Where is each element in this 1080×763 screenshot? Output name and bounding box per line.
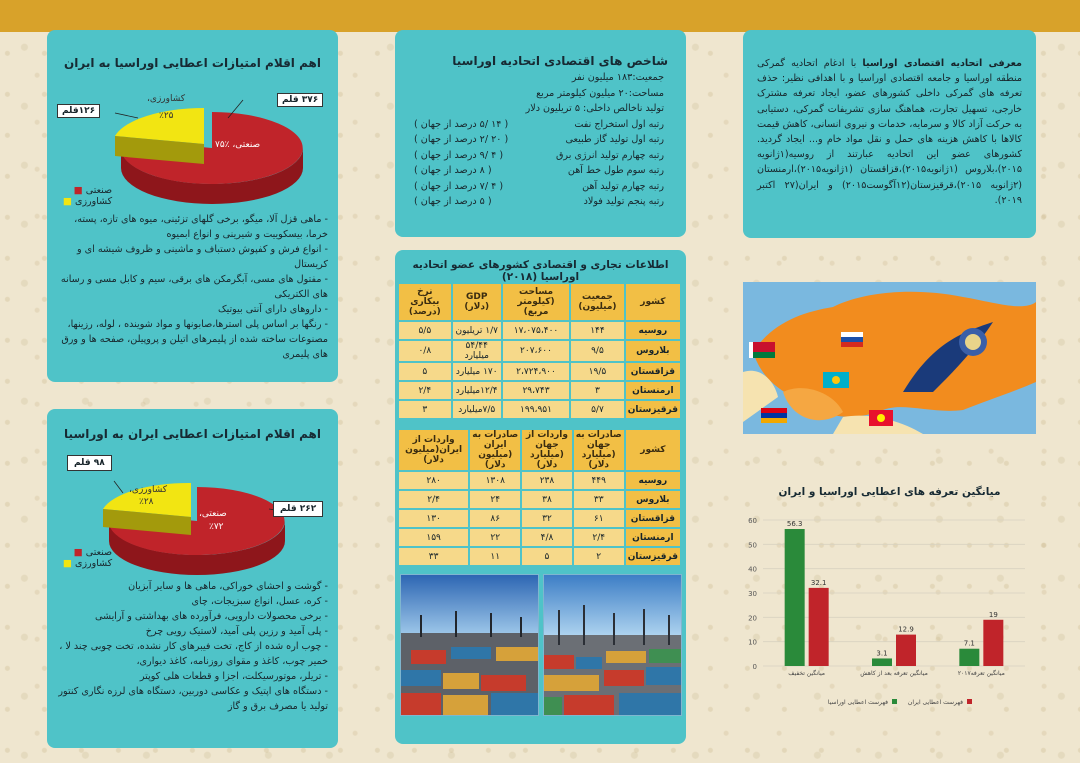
panel-title: شاخص های اقتصادی اتحادیه اوراسیا [452,54,668,68]
callout-agri-count: ۱۲۶قلم [57,104,100,118]
table-cell: ۳۳ [399,548,468,565]
panel-title: اهم اقلام امتیازات اعطایی اوراسیا به ایران [64,56,321,70]
rank-label: رتبه اول استخراج نفت [574,118,664,130]
rank-value: ( ۱۴ /۵ درصد از جهان ) [414,118,509,130]
y-tick-label: 50 [748,541,757,550]
rank-value: ( ۴ /۹ درصد از جهان ) [414,149,504,161]
table-header: نرخ بیکاری (درصد) [399,284,451,320]
table-cell: ۳۳ [574,491,624,508]
rank-label: رتبه چهارم تولید آهن [582,180,664,192]
list-item: - چوب اره شده از کاج، تخت فیبرهای کار نشده، تخت چوبی چند لا ، خمیر چوب، کاغذ و مقوای روزنامه، کاغذ دیواری، [59,641,328,667]
data-label: 56.3 [786,520,803,529]
country-cell: قزاقستان [626,363,680,380]
country-cell: قرقیزستان [626,548,680,565]
intro-text [743,30,1036,208]
panel-title: اطلاعات تجاری و اقتصادی کشورهای عضو اتحادیه اوراسیا (۲۰۱۸) [412,259,669,283]
legend-dot-icon: ■ [73,185,83,196]
indicator-line: جمعیت:۱۸۳ میلیون نفر [571,72,664,83]
table-row [399,382,680,399]
table-cell: ۲ [574,548,624,565]
legend-dot-icon: ■ [73,547,83,558]
table-header: صادرات به ایران (میلیون دلار) [470,430,520,470]
table-row [399,510,680,527]
table-row [399,491,680,508]
table-header: GDP (دلار) [453,284,501,320]
legend-label: فهرست اعطایی ایران [907,699,963,706]
rank-label: رتبه سوم طول خط آهن [567,165,664,176]
table-cell: ۱۲/۴میلیارد [453,382,501,399]
table-cell: ۱۵۹ [399,529,468,546]
table-header: مساحت (کیلومتر مربع) [503,284,569,320]
table-cell: ۵/۵ [399,322,451,339]
flag-kazakhstan-icon [823,372,849,388]
rank-label: رتبه پنجم تولید فولاد [583,196,664,207]
table-cell: ۲۳۸ [522,472,571,489]
port-photo-image [544,575,681,715]
legend-dot-icon: ■ [63,558,72,569]
table-cell: ۵/۷ [571,401,624,418]
legend-industrial: صنعتی [85,185,113,196]
table-row [399,341,680,361]
flag-kyrgyzstan-icon [869,410,893,426]
country-cell: ارمنستان [626,382,680,399]
data-label: 12.9 [898,625,914,634]
y-tick-label: 30 [748,590,757,598]
slice-pct-agri: ٪۲۸ [139,497,154,507]
legend-industrial: صنعتی [85,547,113,558]
callout-industrial-count: ۳۷۶ قلم [277,93,323,107]
bar [785,529,805,666]
economic-indicators-panel [395,30,686,237]
data-label: 7.1 [963,639,975,648]
item-list [56,579,328,714]
rank-value: ( ۲۰ /۲ درصد از جهان ) [414,134,509,145]
table-row [399,363,680,380]
item-list [58,212,328,362]
data-label: 32.1 [810,578,827,587]
list-item: - گوشت و احشای خوراکی، ماهی ها و سایر آبزیان [128,581,328,592]
table-cell: ۲/۴ [399,491,468,508]
table-cell: ۱۹۹،۹۵۱ [503,401,569,418]
table-cell: ۹/۵ [571,341,624,361]
bar-chart-svg [743,480,1036,720]
list-item: - ماهی قزل آلا، میگو، برخی گلهای تزئینی، میوه های تازه، پسته، خرما، بیسکوییت و شیرینی و انواع ابمیوه [74,214,328,240]
trade-table [397,428,682,567]
table-cell: ۱۳۰۸ [470,472,520,489]
table-cell: ۲،۷۲۴،۹۰۰ [503,363,569,380]
table-cell: ۶۱ [574,510,624,527]
table-header: واردات از ایران(میلیون دلار) [399,430,468,470]
bar [983,620,1003,666]
data-label: 19 [988,610,998,619]
list-item: - دستگاه های اپتیک و عکاسی دوربین، دستگاه های لرزه نگاری کنتور تولید یا مصرف برق و گاز [58,686,328,712]
table-cell: ۵۴/۴۴ میلیارد [453,341,501,361]
union-intro-panel [743,30,1036,238]
pie-legend [63,185,112,207]
chart-title: میانگین تعرفه های اعطایی اوراسیا و ایران [778,486,1001,498]
table-cell: ۵ [522,548,571,565]
slice-pct-industrial: ٪۷۲ [209,522,224,532]
flag-russia-icon [841,332,863,347]
rank-row [414,148,664,164]
table-row [399,472,680,489]
table-row [399,401,680,418]
table-cell: ۵ [399,363,451,380]
table-row [399,322,680,339]
table-cell: ۱۴۴ [571,322,624,339]
flag-belarus-icon [749,342,775,358]
table-header: کشور [626,284,680,320]
eurasia-concessions-panel [47,30,338,382]
legend-swatch [967,699,972,704]
table-cell: ۱/۷ تریلیون [453,322,501,339]
country-cell: قزاقستان [626,510,680,527]
pie-legend [63,547,112,569]
rank-label: رتبه چهارم تولید انرژی برق [555,149,664,161]
table-cell: ۲۸۰ [399,472,468,489]
table-cell: ۱۹/۵ [571,363,624,380]
rank-row [414,194,664,210]
port-photo-image [401,575,538,715]
list-item: - مفتول های مسی، آبگرمکن های برقی، سیم و کابل مسی و رسانه های الکتریکی [60,274,328,300]
table-cell: ۷/۵میلیارد [453,401,501,418]
y-tick-label: 0 [752,663,757,671]
legend-agri: کشاورزی [75,196,113,207]
legend-agri: کشاورزی [75,558,113,569]
table-cell: ۳۲ [522,510,571,527]
bar [872,658,892,666]
bar [809,588,829,666]
x-tick-label: میانگین تعرفه۲۰۱۷ [957,670,1005,677]
flag-armenia-icon [761,408,787,423]
table-cell: ۰/۸ [399,341,451,361]
country-cell: بلاروس [626,341,680,361]
list-item: - تریلر، موتورسیکلت، اجزا و قطعات هلی کوپتر [139,671,328,682]
tariff-bar-chart [743,480,1036,720]
y-tick-label: 60 [748,517,757,525]
y-tick-label: 40 [748,565,757,574]
country-cell: قرقیزستان [626,401,680,418]
slice-label-industrial: صنعتی، ٪۷۵ [215,140,261,150]
intro-body: با ادغام اتحادیه گمرکی منطقه اوراسیا و جامعه اقتصادی اوراسیا و با اهدافی نظیر: حذف تعرفه های گمرکی داخلی کشورهای عضو، ایجاد تعرفه مشترک خارجی، تسهیل تجارت، هماهنگ سازی تشریفات گمرکی، دستیابی به حرکت آزاد کالا و سرمایه، خدمات و نیروی انسانی، کاهش قیمت کالاها با کاهش هزینه های حمل و نقل مواد خام و... ایجاد گردید. کشورهای عضو این اتحادیه عبارتند از روسیه(۱ژانویه ۲۰۱۵)،بلاروس (۱ژانویه۲۰۱۵)،قزاقستان (۱ژانویه۲۰۱۵)،ارمنستان (۲ژانویه ۲۰۱۵)،قرقیزستان(۱۲آگوست۲۰۱۵) و ایران(۲۷ اکتبر ۲۰۱۹). [757,58,1022,206]
list-item: - پلی آمید و رزین پلی آمید، لاستیک رویی چرخ [145,626,328,637]
rank-row [414,132,664,148]
list-item: - داروهای دارای آنتی بیوتیک [217,304,328,315]
table-cell: ۲۹،۷۴۳ [503,382,569,399]
rank-label: رتبه اول تولید گاز طبیعی [565,134,664,145]
legend-dot-icon: ■ [63,196,72,207]
iran-concessions-panel [47,409,338,748]
table-cell: ۱۳۰ [399,510,468,527]
table-cell: ۲/۴ [399,382,451,399]
map-image [743,282,1036,434]
country-cell: روسیه [626,322,680,339]
list-item: - برخی محصولات دارویی، فرآورده های بهداشتی و آرایشی [95,611,328,622]
slice-label-agri: کشاورزی، [129,485,168,495]
port-photo [400,574,539,716]
table-cell: ۳ [399,401,451,418]
table-cell: ۲۴ [470,491,520,508]
table-header: کشور [626,430,680,470]
table-cell: ۱۷،۰۷۵،۴۰۰ [503,322,569,339]
table-row [399,529,680,546]
rank-value: ( ۸ درصد از جهان ) [414,165,492,176]
legend-swatch [892,699,897,704]
indicator-line: مساحت:۲۰ میلیون کیلومتر مربع [536,87,664,99]
rank-value: ( ۵ درصد از جهان ) [414,196,492,207]
slice-label-agri: کشاورزی، [147,94,186,104]
bar [959,649,979,666]
economic-table [397,282,682,420]
table-header: جمعیت (میلیون) [571,284,624,320]
rank-row [414,179,664,195]
bar [896,635,916,666]
rank-row [414,163,664,179]
y-tick-label: 20 [748,614,757,623]
slice-pct-agri: ٪۲۵ [159,111,174,121]
intro-heading: معرفی اتحادیه اقتصادی اوراسیا [862,58,1022,69]
table-cell: ۴۴۹ [574,472,624,489]
table-cell: ۲۰۷،۶۰۰ [503,341,569,361]
table-cell: ۸۶ [470,510,520,527]
table-header: صادرات به جهان (میلیارد دلار) [574,430,624,470]
table-cell: ۲۲ [470,529,520,546]
table-cell: ۳۸ [522,491,571,508]
panel-title: اهم اقلام امتیازات اعطایی ایران به اوراسیا [64,427,321,441]
country-cell: بلاروس [626,491,680,508]
x-tick-label: میانگین تخفیف [788,670,826,677]
table-cell: ۴/۸ [522,529,571,546]
slice-label-industrial: صنعتی، [199,509,227,519]
table-cell: ۲/۴ [574,529,624,546]
indicator-line: تولید ناخالص داخلی: ۵ تریلیون دلار [525,103,664,114]
rank-value: ( ۴ /۷ درصد از جهان ) [414,180,504,192]
top-banner [0,0,1080,32]
legend-label: فهرست اعطایی اوراسیا [827,699,888,706]
list-item: - انواع فرش و کفپوش دستباف و ماشینی و ظروف شیشه ای و کریستال [76,244,328,270]
country-cell: ارمنستان [626,529,680,546]
x-tick-label: میانگین تعرفه بعد از کاهش [860,670,928,677]
eurasia-map [743,282,1036,434]
list-item: - کره، عسل، انواع سبزیجات، چای [191,596,328,607]
y-tick-label: 10 [748,638,757,647]
list-item: - رنگها بر اساس پلی استرها،صابونها و مواد شوینده ، لوله، رزینها، مصنوعات ساخته شده از پلیمرهای اتیلن و پروپیلن، صفحه ها و ورق های پلیمری [61,319,328,360]
country-cell: روسیه [626,472,680,489]
table-cell: ۳ [571,382,624,399]
callout-industrial-count: ۲۶۲ قلم [273,501,323,517]
port-photo [543,574,682,716]
table-row [399,548,680,565]
data-label: 3.1 [876,649,888,658]
table-cell: ۱۷۰ میلیارد [453,363,501,380]
table-cell: ۱۱ [470,548,520,565]
indicator-list [414,70,664,210]
callout-agri-count: ۹۸ قلم [67,455,112,471]
table-header: واردات از جهان (میلیارد دلار) [522,430,571,470]
rank-row [414,117,664,133]
